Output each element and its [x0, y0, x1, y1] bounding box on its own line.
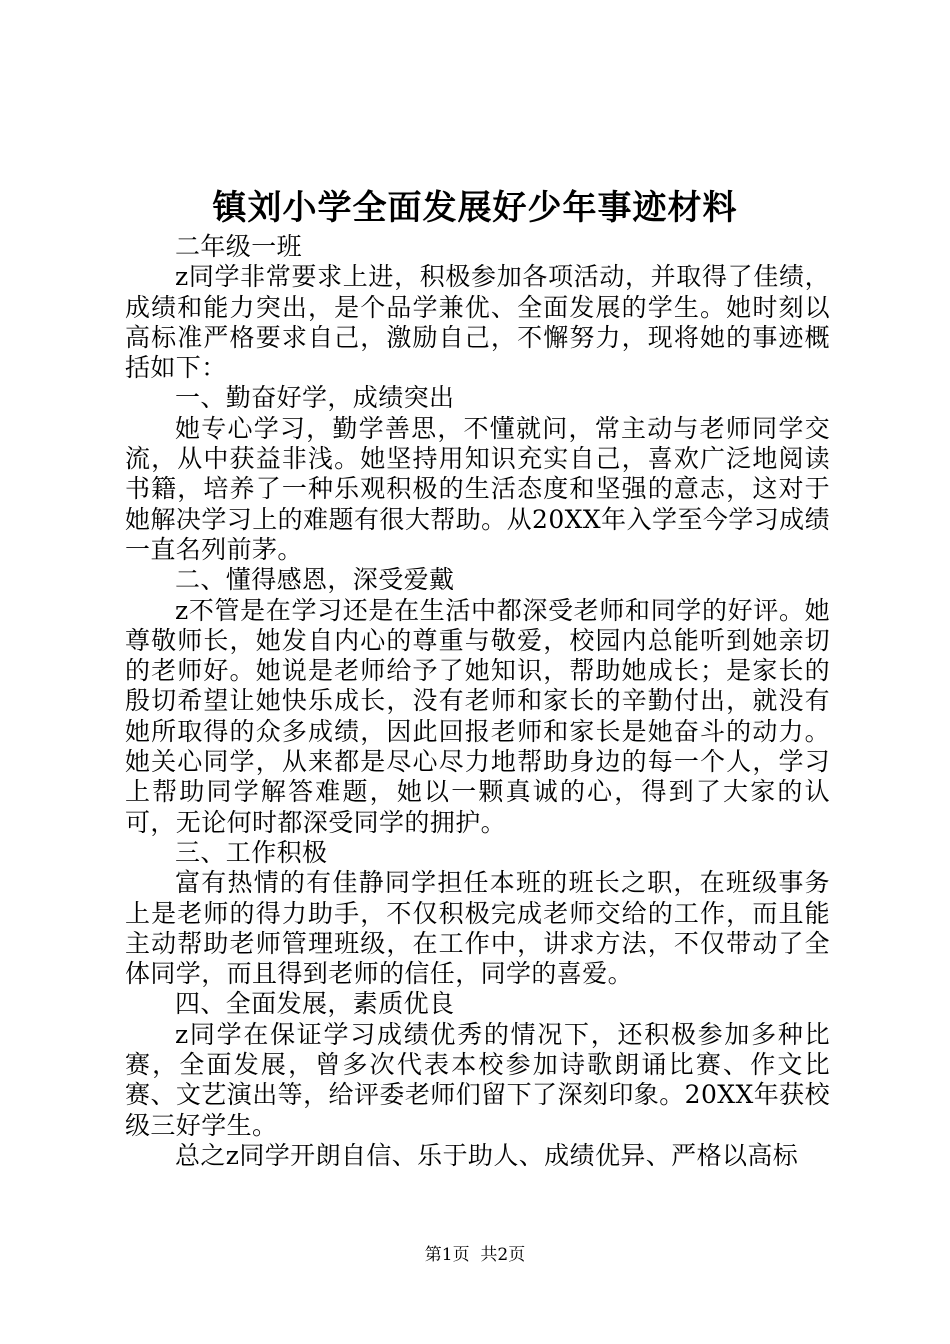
section-paragraph-2: z不管是在学习还是在生活中都深受老师和同学的好评。她尊敬师长，她发自内心的尊重与敬爱，校园内总能听到她亲切的老师好。她说是老师给予了她知识，帮助她成长；是家长的殷切希望让她快乐成长，没有老师和家长的辛勤付出，就没有她所取得的众多成绩，因此回报老师和家长是她奋斗的动力。她关心同学，从来都是尽心尽力地帮助身边的每一个人，学习上帮助同学解答难题，她以一颗真诚的心，得到了大家的认可，无论何时都深受同学的拥护。 — [125, 595, 830, 837]
footer-spacer — [470, 1245, 481, 1265]
page-footer — [0, 1244, 950, 1266]
section-paragraph-1: 她专心学习，勤学善思，不懂就问，常主动与老师同学交流，从中获益非浅。她坚持用知识充实自己，喜欢广泛地阅读书籍，培养了一种乐观积极的生活态度和坚强的意志，这对于她解决学习上的难题有很大帮助。从20XX年入学至今学习成绩一直名列前茅。 — [125, 413, 830, 564]
page-total: 共2页 — [480, 1245, 526, 1265]
section-heading-4: 四、全面发展，素质优良 — [175, 989, 455, 1019]
intro-paragraph: z同学非常要求上进，积极参加各项活动，并取得了佳绩，成绩和能力突出，是个品学兼优、全面发展的学生。她时刻以高标准严格要求自己，激励自己，不懈努力，现将她的事迹概括如下： — [125, 262, 830, 383]
class-name-line: 二年级一班 — [175, 232, 303, 261]
section-heading-2: 二、懂得感恩，深受爱戴 — [175, 565, 455, 595]
page-number: 第1页 — [424, 1245, 470, 1265]
section-paragraph-3: 富有热情的有佳静同学担任本班的班长之职，在班级事务上是老师的得力助手，不仅积极完成老师交给的工作，而且能主动帮助老师管理班级，在工作中，讲求方法，不仅带动了全体同学，而且得到老师的信任，同学的喜爱。 — [125, 868, 830, 989]
section-heading-1: 一、勤奋好学，成绩突出 — [175, 383, 455, 413]
section-paragraph-4: z同学在保证学习成绩优秀的情况下，还积极参加多种比赛，全面发展，曾多次代表本校参加诗歌朗诵比赛、作文比赛、文艺演出等，给评委老师们留下了深刻印象。20XX年获校级三好学生。 — [125, 1019, 830, 1140]
document-title: 镇刘小学全面发展好少年事迹材料 — [212, 188, 738, 228]
document-body — [125, 232, 830, 1171]
summary-paragraph: 总之z同学开朗自信、乐于助人、成绩优异、严格以高标 — [175, 1140, 799, 1170]
section-heading-3: 三、工作积极 — [175, 837, 328, 867]
